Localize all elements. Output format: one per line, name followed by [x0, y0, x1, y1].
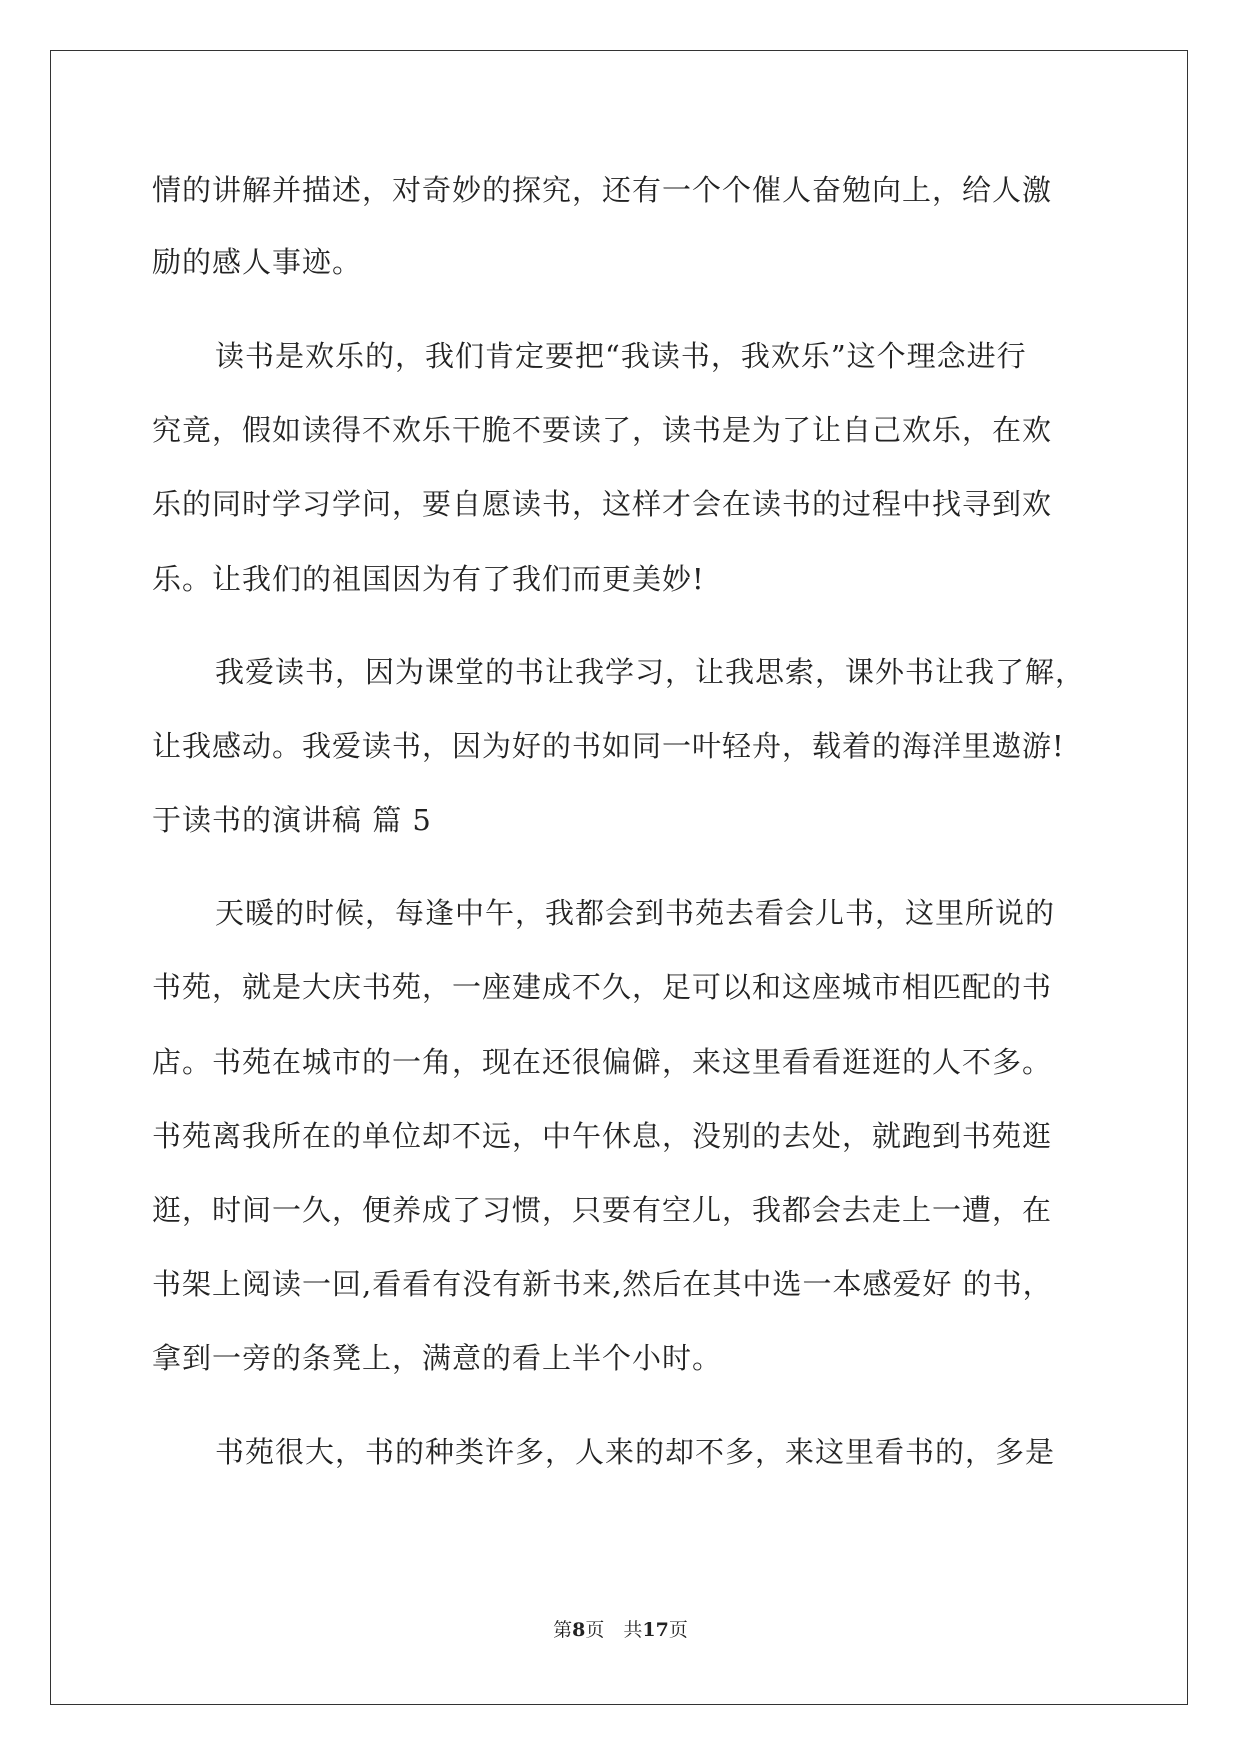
page-suffix: 页 [668, 1619, 688, 1641]
text-line: 情的讲解并描述，对奇妙的探究，还有一个个催人奋勉向上，给人激 [152, 173, 1053, 207]
text-line: 励的感人事迹。 [152, 245, 363, 279]
text-line: 店。书苑在城市的一角，现在还很偏僻，来这里看看逛逛的人不多。 [152, 1045, 1053, 1079]
text-line: 天暖的时候，每逢中午，我都会到书苑去看会儿书，这里所说的 [215, 896, 1056, 930]
page-mid: 页 共 [585, 1619, 643, 1641]
section-heading: 于读书的演讲稿 篇 5 [152, 803, 432, 837]
page-total: 17 [642, 1619, 669, 1641]
text-line: 读书是欢乐的，我们肯定要把“我读书，我欢乐”这个理念进行 [215, 339, 1027, 373]
text-line: 乐的同时学习学问，要自愿读书，这样才会在读书的过程中找寻到欢 [152, 487, 1053, 521]
text-line: 书架上阅读一回,看看有没有新书来,然后在其中选一本感爱好 的书， [152, 1267, 1053, 1301]
text-line: 书苑离我所在的单位却不远，中午休息，没别的去处，就跑到书苑逛 [152, 1119, 1053, 1153]
text-line: 拿到一旁的条凳上，满意的看上半个小时。 [152, 1341, 723, 1375]
page-prefix: 第 [553, 1619, 573, 1641]
text-line: 让我感动。我爱读书，因为好的书如同一叶轻舟，载着的海洋里遨游! [152, 729, 1065, 763]
page-number: 8 [572, 1619, 586, 1641]
text-line: 书苑很大，书的种类许多，人来的却不多，来这里看书的，多是 [215, 1435, 1056, 1469]
text-line: 书苑，就是大庆书苑，一座建成不久，足可以和这座城市相匹配的书 [152, 970, 1053, 1004]
page-footer [0, 1618, 1241, 1642]
text-line: 乐。让我们的祖国因为有了我们而更美妙! [152, 562, 705, 596]
text-line: 究竟，假如读得不欢乐干脆不要读了，读书是为了让自己欢乐，在欢 [152, 413, 1053, 447]
text-line: 逛，时间一久，便养成了习惯，只要有空儿，我都会去走上一遭，在 [152, 1193, 1053, 1227]
text-line: 我爱读书，因为课堂的书让我学习，让我思索，课外书让我了解， [215, 655, 1086, 689]
